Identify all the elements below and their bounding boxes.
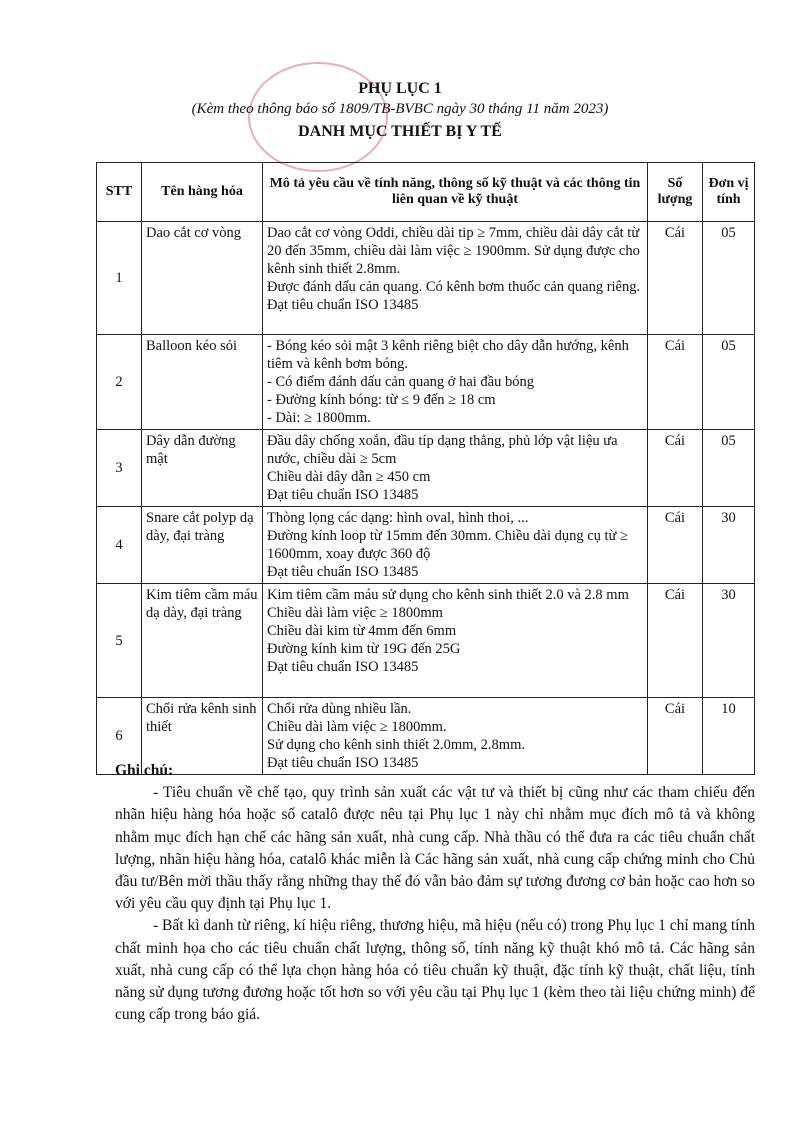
row-unit: 30 (703, 584, 755, 698)
header-quantity: Số lượng (648, 163, 703, 222)
row-stt: 4 (97, 507, 142, 584)
row-item-name: Dao cắt cơ vòng (142, 222, 263, 335)
notes-paragraph: - Bất kì danh từ riêng, kí hiệu riêng, thương hiệu, mã hiệu (nếu có) trong Phụ lục 1 chỉ mang tính chất minh họa cho các tiêu chuẩn chất lượng, thông số, tính năng kỹ thuật khó mô tả. Các hãng sản xuất, nhà cung cấp có thể lựa chọn hàng hóa có tiêu chuẩn kỹ thuật, đặc tính kỹ thuật, chất liệu, tính năng sử dụng tương đương hoặc tốt hơn so với yêu cầu tại Phụ lục 1 (kèm theo tài liệu chứng minh) để cung cấp trong báo giá. (115, 917, 755, 1024)
table-row (97, 584, 755, 698)
row-stt: 3 (97, 430, 142, 507)
row-quantity: Cái (648, 222, 703, 335)
row-quantity: Cái (648, 430, 703, 507)
row-quantity: Cái (648, 584, 703, 698)
row-quantity: Cái (648, 335, 703, 430)
table-row (97, 507, 755, 584)
row-description: Chổi rửa dùng nhiều lần. Chiều dài làm việc ≥ 1800mm. Sử dụng cho kênh sinh thiết 2.0mm, 2.8mm. Đạt tiêu chuẩn ISO 13485 (263, 698, 648, 775)
row-unit: 10 (703, 698, 755, 775)
row-item-name: Kim tiêm cầm máu dạ dày, đại tràng (142, 584, 263, 698)
row-unit: 05 (703, 430, 755, 507)
equipment-table (96, 162, 755, 775)
row-unit: 05 (703, 335, 755, 430)
header-description: Mô tả yêu cầu về tính năng, thông số kỹ thuật và các thông tin liên quan về kỹ thuật (263, 163, 648, 222)
row-stt: 6 (97, 698, 142, 775)
appendix-subtitle: (Kèm theo thông báo số 1809/TB-BVBC ngày 30 tháng 11 năm 2023) (191, 101, 609, 117)
row-stt: 1 (97, 222, 142, 335)
row-unit: 05 (703, 222, 755, 335)
row-quantity: Cái (648, 507, 703, 584)
table-body (97, 222, 755, 775)
table-row (97, 430, 755, 507)
header-unit: Đơn vị tính (703, 163, 755, 222)
row-item-name: Snare cắt polyp dạ dày, đại tràng (142, 507, 263, 584)
list-title: DANH MỤC THIẾT BỊ Y TẾ (298, 123, 502, 140)
appendix-title: PHỤ LỤC 1 (358, 80, 442, 97)
row-description: Kim tiêm cầm máu sử dụng cho kênh sinh thiết 2.0 và 2.8 mm Chiều dài làm việc ≥ 1800mm Chiều dài kim từ 4mm đến 6mm Đường kính kim từ 19G đến 25G Đạt tiêu chuẩn ISO 13485 (263, 584, 648, 698)
row-stt: 2 (97, 335, 142, 430)
row-description: - Bóng kéo sỏi mật 3 kênh riêng biệt cho dây dẫn hướng, kênh tiêm và kênh bơm bóng. - Có điểm đánh dấu cản quang ở hai đầu bóng - Đường kính bóng: từ ≤ 9 đến ≥ 18 cm - Dài: ≥ 1800mm. (263, 335, 648, 430)
row-item-name: Chổi rửa kênh sinh thiết (142, 698, 263, 775)
row-item-name: Balloon kéo sỏi (142, 335, 263, 430)
notes-section (115, 760, 755, 1026)
row-quantity: Cái (648, 698, 703, 775)
table-header-row (97, 163, 755, 222)
row-description: Thòng lọng các dạng: hình oval, hình thoi, ... Đường kính loop từ 15mm đến 30mm. Chiều dài dụng cụ từ ≥ 1600mm, xoay được 360 độ Đạt tiêu chuẩn ISO 13485 (263, 507, 648, 584)
row-item-name: Dây dẫn đường mật (142, 430, 263, 507)
table-row (97, 222, 755, 335)
row-unit: 30 (703, 507, 755, 584)
notes-heading: Ghi chú: (115, 762, 174, 779)
notes-paragraph: - Tiêu chuẩn về chế tạo, quy trình sản xuất các vật tư và thiết bị cũng như các tham chiếu đến nhãn hiệu hàng hóa hoặc số catalô được nêu tại Phụ lục 1 này chỉ nhằm mục đích mô tả và không nhằm mục đích hạn chế các hãng sản xuất, nhà cung cấp. Nhà thầu có thể đưa ra các tiêu chuẩn chất lượng, nhãn hiệu hàng hóa, catalô khác miễn là Các hãng sản xuất, nhà cung cấp chứng minh cho Chủ đầu tư/Bên mời thầu thấy rằng những thay thế đó vẫn bảo đảm sự tương đương cơ bản hoặc cao hơn so với yêu cầu quy định tại Phụ lục 1. (115, 784, 755, 913)
table-row (97, 335, 755, 430)
header-stt: STT (97, 163, 142, 222)
header-name: Tên hàng hóa (142, 163, 263, 222)
row-description: Đầu dây chống xoắn, đầu típ dạng thẳng, phủ lớp vật liệu ưa nước, chiều dài ≥ 5cm Chiều dài dây dẫn ≥ 450 cm Đạt tiêu chuẩn ISO 13485 (263, 430, 648, 507)
row-description: Dao cắt cơ vòng Oddi, chiều dài tip ≥ 7mm, chiều dài dây cắt từ 20 đến 35mm, chiều dài làm việc ≥ 1900mm. Sử dụng được cho kênh sinh thiết 2.8mm. Được đánh dấu cản quang. Có kênh bơm thuốc cản quang riêng. Đạt tiêu chuẩn ISO 13485 (263, 222, 648, 335)
row-stt: 5 (97, 584, 142, 698)
